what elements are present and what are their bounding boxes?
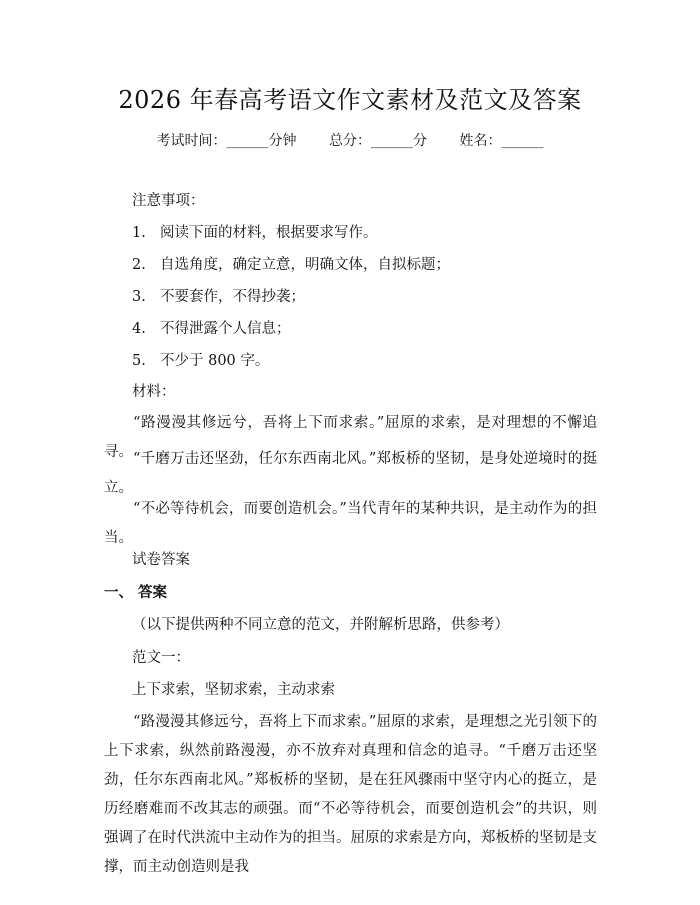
total-score-blank: ______ — [371, 133, 413, 149]
section-heading — [104, 582, 167, 604]
note-number: 4. — [132, 321, 146, 337]
student-name — [459, 133, 543, 149]
total-score — [329, 133, 427, 149]
note-item — [132, 318, 291, 340]
note-item — [132, 222, 378, 244]
material-paragraph: “千磨万击还坚劲，任尔东西南北风。”郑板桥的坚韧，是身处逆境时的挺立。 — [104, 451, 597, 496]
note-text: 不得泄露个人信息； — [160, 321, 291, 337]
note-text: 阅读下面的材料，根据要求写作。 — [160, 225, 378, 241]
note-number: 5. — [132, 353, 146, 369]
total-score-label: 总分： — [329, 133, 371, 149]
answer-intro: （以下提供两种不同立意的范文，并附解析思路，供参考） — [132, 617, 509, 633]
sample-title: 上下求索，坚韧求索，主动求索 — [132, 682, 335, 698]
document-title: 2026 年春高考语文作文素材及范文及答案 — [118, 86, 582, 114]
note-number: 1. — [132, 225, 146, 241]
exam-time-unit: 分钟 — [268, 133, 297, 149]
exam-time-label: 考试时间： — [156, 133, 227, 149]
notes-heading: 注意事项： — [132, 193, 205, 209]
note-number: 3. — [132, 289, 146, 305]
answer-heading: 试卷答案 — [132, 552, 190, 568]
student-name-label: 姓名： — [459, 133, 502, 149]
sample-label: 范文一： — [132, 650, 190, 666]
note-item — [132, 350, 269, 372]
exam-info — [0, 130, 700, 152]
exam-time-blank: ______ — [226, 133, 269, 149]
section-title: 答案 — [138, 584, 167, 601]
sample-body: “路漫漫其修远兮，吾将上下而求索。”屈原的求索，是理想之光引领下的上下求索，纵然前路漫漫，亦不放弃对真理和信念的追寻。“千磨万击还坚劲，任尔东西南北风。”郑板桥的坚韧，是在狂风骤雨中坚守内心的挺立，是历经磨难而不改其志的顽强。而“不必等待机会，而要创造机会”的共识，则强调了在时代洪流中主动作为的担当。屈原的求索是方向，郑板桥的坚韧是支撑，而主动创造则是我 — [104, 714, 597, 875]
student-name-blank: ______ — [501, 133, 544, 149]
material-paragraph: “不必等待机会，而要创造机会。”当代青年的某种共识，是主动作为的担当。 — [104, 501, 597, 546]
note-text: 不要套作，不得抄袭； — [160, 289, 305, 305]
material-heading: 材料： — [132, 384, 176, 400]
note-item — [132, 286, 305, 308]
note-text: 不少于 800 字。 — [160, 353, 270, 369]
note-number: 2. — [132, 257, 146, 273]
total-score-unit: 分 — [413, 133, 427, 149]
note-item — [132, 254, 450, 276]
exam-time — [157, 133, 297, 149]
material-paragraph: “路漫漫其修远兮，吾将上下而求索。”屈原的求索，是对理想的不懈追寻。 — [104, 415, 597, 460]
note-text: 自选角度，确定立意，明确文体，自拟标题； — [160, 257, 450, 273]
section-number: 一、 — [104, 584, 133, 601]
